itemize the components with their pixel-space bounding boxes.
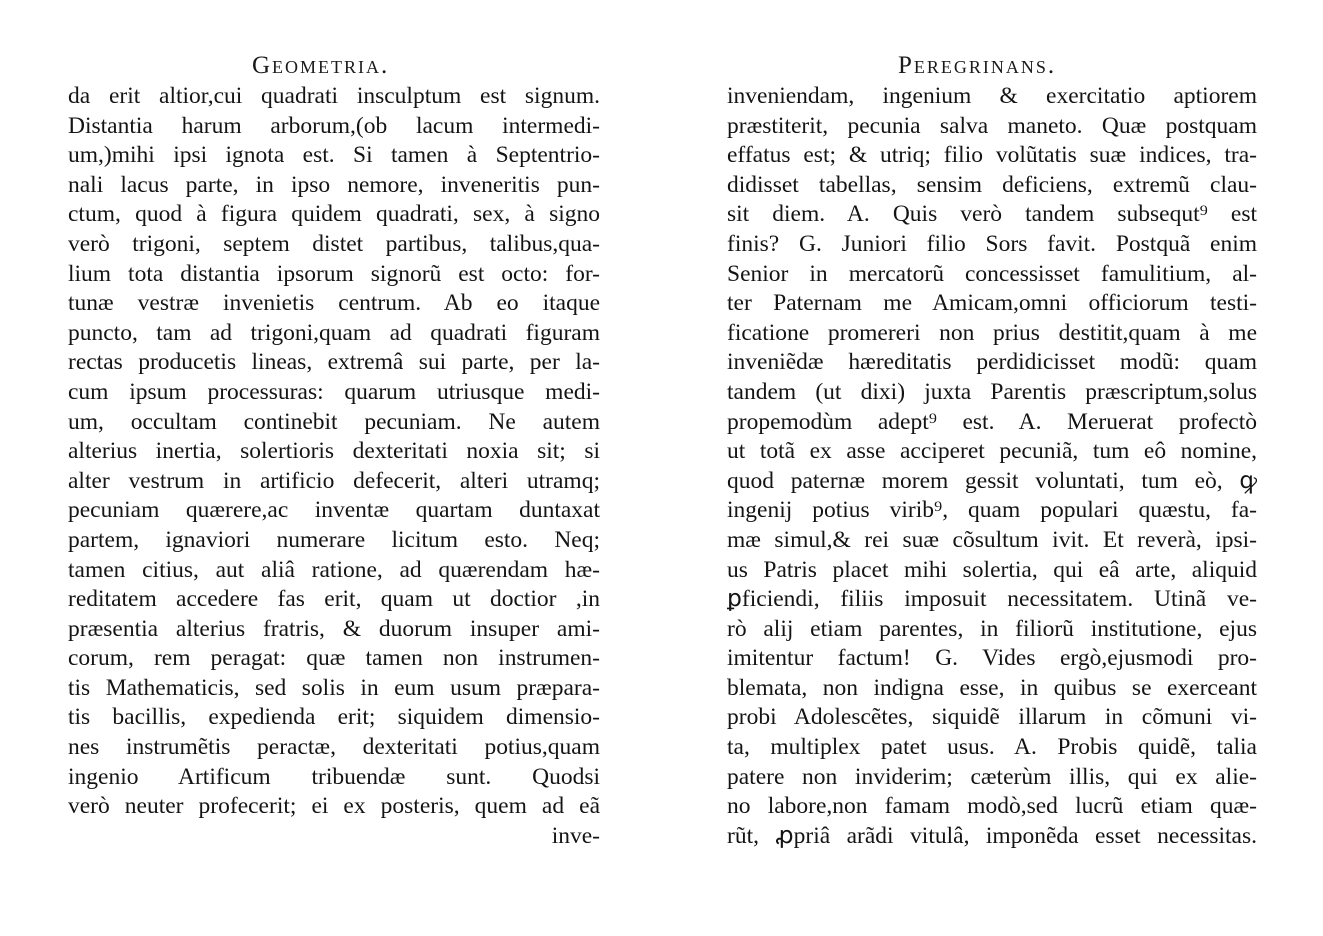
text-line: alter vestrum in artificio defecerit, alteri utramq; [68, 467, 600, 494]
text-line: nali lacus parte, in ipso nemore, inveneritis pun- [68, 171, 600, 198]
right-page [661, 0, 1323, 936]
text-line: inveniẽdæ hæreditatis perdidicisset modũ: quam [727, 349, 1257, 376]
text-line: um,)mihi ipsi ignota est. Si tamen à Septentrio- [68, 142, 600, 169]
text-line: præstiterit, pecunia salva maneto. Quæ postquam [727, 112, 1257, 139]
text-line: rũt, ꝓpriâ arãdi vitulâ, imponẽda esset necessitas. [727, 822, 1257, 849]
text-line: tunæ vestræ invenietis centrum. Ab eo itaque [68, 290, 600, 317]
text-line: rò alij etiam parentes, in filiorũ institutione, ejus [727, 615, 1257, 642]
text-line: tamen citius, aut aliâ ratione, ad quærendam hæ- [68, 556, 600, 583]
text-line: rectas producetis lineas, extremâ sui parte, per la- [68, 349, 600, 376]
text-line: probi Adolescẽtes, siquidẽ illarum in cõmuni vi- [727, 704, 1257, 731]
text-line: nes instrumẽtis peractæ, dexteritati potius,quam [68, 734, 600, 761]
text-line: verò neuter profecerit; ei ex posteris, quem ad eã [68, 793, 600, 820]
text-line: partem, ignaviori numerare licitum esto. Neq; [68, 526, 600, 553]
text-line: finis? G. Juniori filio Sors favit. Postquã enim [727, 230, 1257, 257]
text-line: ficatione promereri non prius destitit,quam à me [727, 319, 1257, 346]
text-line: verò trigoni, septem distet partibus, talibus,qua- [68, 230, 600, 257]
text-line: tandem (ut dixi) juxta Parentis præscriptum,solus [727, 378, 1257, 405]
text-line: pecuniam quærere,ac inventæ quartam duntaxat [68, 497, 600, 524]
text-line: tis bacillis, expedienda erit; siquidem dimensio- [68, 704, 600, 731]
left-running-head: Geometria. [252, 52, 390, 79]
text-line: ta, multiplex patet usus. A. Probis quidẽ, talia [727, 734, 1257, 761]
text-line: cum ipsum processuras: quarum utriusque medi- [68, 378, 600, 405]
right-running-head: Peregrinans. [898, 52, 1057, 79]
text-line: um, occultam continebit pecuniam. Ne autem [68, 408, 600, 435]
text-line: imitentur factum! G. Vides ergò,ejusmodi pro- [727, 645, 1257, 672]
text-line: no labore,non famam modò,sed lucrũ etiam quæ- [727, 793, 1257, 820]
text-line: Distantia harum arborum,(ob lacum intermedi- [68, 112, 600, 139]
text-line: ingenij potius virib⁹, quam populari quæstu, fa- [727, 497, 1257, 524]
text-line: ingenio Artificum tribuendæ sunt. Quodsi [68, 763, 600, 790]
text-line: didisset tabellas, sensim deficiens, extremũ clau- [727, 171, 1257, 198]
text-line: Senior in mercatorũ concessisset famulitium, al- [727, 260, 1257, 287]
text-line: patere non inviderim; cæterùm illis, qui ex alie- [727, 763, 1257, 790]
left-text-block [68, 82, 600, 851]
text-line: effatus est; & utriq; filio volũtatis suæ indices, tra- [727, 142, 1257, 169]
text-line: ut totã ex asse acciperet pecuniã, tum eô nomine, [727, 438, 1257, 465]
text-line: præsentia alterius fratris, & duorum insuper ami- [68, 615, 600, 642]
text-line: sit diem. A. Quis verò tandem subsequt⁹ est [727, 201, 1257, 228]
text-line: blemata, non indigna esse, in quibus se exerceant [727, 674, 1257, 701]
text-line: ter Paternam me Amicam,omni officiorum testi- [727, 290, 1257, 317]
text-line: inveniendam, ingenium & exercitatio aptiorem [727, 83, 1257, 109]
text-line: ꝑficiendi, filiis imposuit necessitatem. Utinã ve- [727, 586, 1257, 613]
text-line: da erit altior,cui quadrati insculptum est signum. [68, 83, 600, 109]
text-line: mæ simul,& rei suæ cõsultum ivit. Et reverà, ipsi- [727, 526, 1257, 553]
text-line: propemodùm adept⁹ est. A. Meruerat profectò [727, 408, 1257, 435]
text-line: tis Mathematicis, sed solis in eum usum præpara- [68, 674, 600, 701]
catchword: inve- [551, 822, 600, 849]
text-line: reditatem accedere fas erit, quam ut doctior ,in [68, 586, 600, 613]
text-line: ctum, quod à figura quidem quadrati, sex, à signo [68, 201, 600, 228]
text-line: corum, rem peragat: quæ tamen non instrumen- [68, 645, 600, 672]
text-line: alterius inertia, solertioris dexteritati noxia sit; si [68, 438, 600, 465]
text-line: lium tota distantia ipsorum signorũ est octo: for- [68, 260, 600, 287]
text-line: us Patris placet mihi solertia, qui eâ arte, aliquid [727, 556, 1257, 583]
text-line: puncto, tam ad trigoni,quam ad quadrati figuram [68, 319, 600, 346]
right-text-block [727, 82, 1257, 851]
left-page [0, 0, 661, 936]
text-line: quod paternæ morem gessit voluntati, tum eò, ꝙ [727, 467, 1257, 494]
